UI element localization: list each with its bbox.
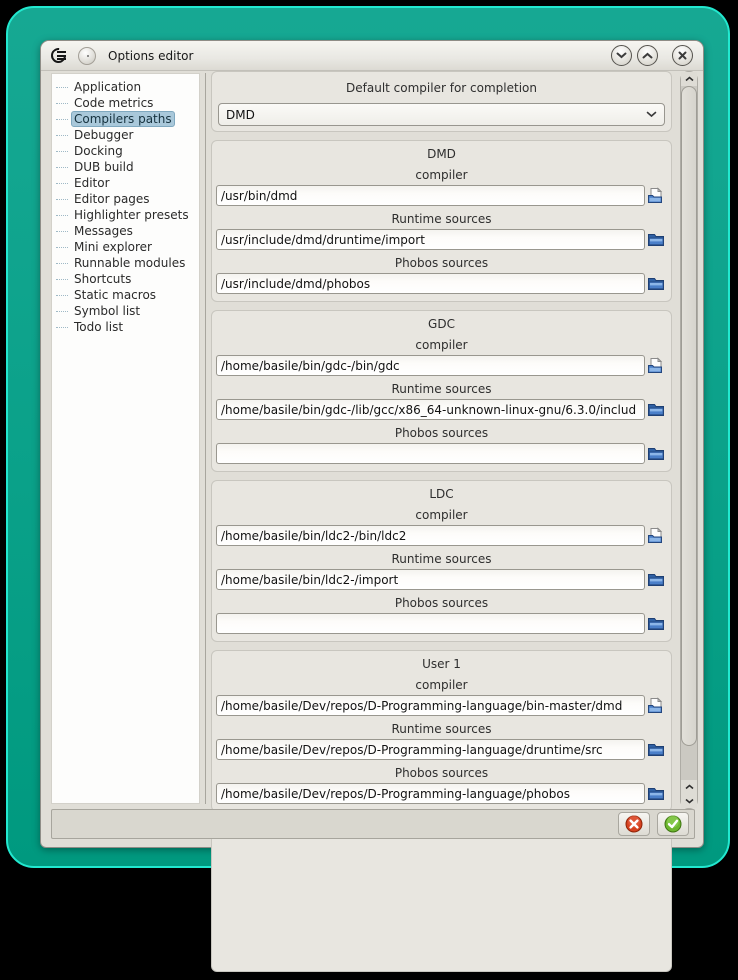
- browse-button[interactable]: [645, 570, 667, 590]
- field-label: Phobos sources: [394, 596, 489, 610]
- tree-twig: [56, 119, 68, 120]
- open-file-icon: [647, 187, 665, 204]
- tree-twig: [56, 231, 68, 232]
- sidebar-item-label: Todo list: [74, 320, 124, 334]
- minimize-button[interactable]: [611, 45, 632, 66]
- sidebar-item-label: Debugger: [74, 128, 134, 142]
- accept-button[interactable]: [657, 812, 689, 836]
- compiler-groups: [210, 140, 672, 972]
- compiler-group-title: User 1: [422, 657, 461, 671]
- category-tree: [52, 74, 199, 335]
- open-folder-icon: [647, 742, 665, 758]
- compiler-group-title: DMD: [427, 147, 456, 161]
- path-input[interactable]: [216, 443, 645, 464]
- field-row: [216, 569, 667, 590]
- field-label: Runtime sources: [391, 722, 492, 736]
- sidebar-category-item[interactable]: [56, 319, 197, 335]
- field-row: [216, 695, 667, 716]
- scroll-down-button[interactable]: [681, 794, 697, 808]
- chevron-down-icon: [685, 798, 694, 804]
- sidebar-category-item[interactable]: [56, 79, 197, 95]
- open-file-icon: [647, 697, 665, 714]
- sidebar-item-label: Editor: [74, 176, 110, 190]
- field-row: [216, 783, 667, 804]
- path-input[interactable]: [216, 739, 645, 760]
- compiler-group: [211, 140, 672, 302]
- sidebar-category-item[interactable]: [56, 207, 197, 223]
- close-button[interactable]: [672, 45, 693, 66]
- path-input[interactable]: [216, 355, 645, 376]
- category-sidebar: [51, 73, 200, 804]
- open-file-icon: [647, 357, 665, 374]
- field-row: [216, 273, 667, 294]
- open-folder-icon: [647, 616, 665, 632]
- open-file-icon: [647, 527, 665, 544]
- sidebar-item-label: Editor pages: [74, 192, 150, 206]
- sidebar-category-item[interactable]: [56, 111, 197, 127]
- window-title: Options editor: [108, 48, 194, 63]
- tree-twig: [56, 167, 68, 168]
- vertical-scrollbar[interactable]: [680, 71, 698, 809]
- chevron-down-icon: [646, 111, 657, 118]
- chevron-up-icon: [642, 52, 653, 59]
- sidebar-category-item[interactable]: [56, 303, 197, 319]
- sidebar-category-item[interactable]: [56, 287, 197, 303]
- field-label: Runtime sources: [391, 552, 492, 566]
- titlebar[interactable]: [41, 41, 703, 71]
- sidebar-item-label: Compilers paths: [71, 111, 175, 127]
- field-label: compiler: [415, 678, 468, 692]
- sidebar-item-label: Code metrics: [74, 96, 154, 110]
- chevron-up-icon: [685, 784, 694, 790]
- path-input[interactable]: [216, 399, 645, 420]
- open-folder-icon: [647, 786, 665, 802]
- compiler-group: [211, 480, 672, 642]
- open-folder-icon: [647, 402, 665, 418]
- sidebar-category-item[interactable]: [56, 95, 197, 111]
- field-row: [216, 355, 667, 376]
- browse-button[interactable]: [645, 186, 667, 206]
- field-row: [216, 443, 667, 464]
- sidebar-item-label: Application: [74, 80, 142, 94]
- sidebar-item-label: Static macros: [74, 288, 157, 302]
- compilers-paths-panel: [210, 71, 698, 809]
- dialog-button-bar: [51, 809, 695, 839]
- browse-button[interactable]: [645, 444, 667, 464]
- sidebar-item-label: Docking: [74, 144, 123, 158]
- app-logo-icon: [51, 48, 69, 64]
- sidebar-category-item[interactable]: [56, 271, 197, 287]
- window-controls: [611, 45, 693, 66]
- browse-button[interactable]: [645, 526, 667, 546]
- window-frame-border: [6, 6, 730, 868]
- sidebar-item-label: Messages: [74, 224, 133, 238]
- path-input[interactable]: [216, 783, 645, 804]
- compiler-group-title: GDC: [428, 317, 455, 331]
- browse-button[interactable]: [645, 274, 667, 294]
- browse-button[interactable]: [645, 356, 667, 376]
- sidebar-category-item[interactable]: [56, 255, 197, 271]
- sidebar-item-label: Runnable modules: [74, 256, 186, 270]
- scrollbar-thumb[interactable]: [681, 86, 697, 746]
- browse-button[interactable]: [645, 740, 667, 760]
- tree-twig: [56, 199, 68, 200]
- compiler-group: [211, 650, 672, 812]
- tree-twig: [56, 87, 68, 88]
- sidebar-category-item[interactable]: [56, 127, 197, 143]
- scroll-content: [210, 71, 672, 980]
- scroll-up-button[interactable]: [681, 72, 697, 86]
- sidebar-category-item[interactable]: [56, 143, 197, 159]
- field-label: Runtime sources: [391, 212, 492, 226]
- browse-button[interactable]: [645, 784, 667, 804]
- tree-twig: [56, 295, 68, 296]
- open-folder-icon: [647, 276, 665, 292]
- tree-twig: [56, 263, 68, 264]
- path-input[interactable]: [216, 185, 645, 206]
- selected-compiler-value: DMD: [226, 107, 255, 122]
- sidebar-category-item[interactable]: [56, 191, 197, 207]
- open-folder-icon: [647, 446, 665, 462]
- path-input[interactable]: [216, 525, 645, 546]
- field-label: Phobos sources: [394, 766, 489, 780]
- browse-button[interactable]: [645, 230, 667, 250]
- tree-twig: [56, 135, 68, 136]
- tree-twig: [56, 247, 68, 248]
- sidebar-category-item[interactable]: [56, 239, 197, 255]
- scroll-up-button-bottom[interactable]: [681, 780, 697, 794]
- path-input[interactable]: [216, 273, 645, 294]
- field-label: Phobos sources: [394, 256, 489, 270]
- field-label: compiler: [415, 168, 468, 182]
- sidebar-item-label: DUB build: [74, 160, 134, 174]
- sidebar-category-item[interactable]: [56, 175, 197, 191]
- chevron-down-icon: [616, 52, 627, 59]
- field-row: [216, 525, 667, 546]
- path-input[interactable]: [216, 695, 645, 716]
- sidebar-category-item[interactable]: [56, 159, 197, 175]
- sidebar-item-label: Shortcuts: [74, 272, 132, 286]
- tree-twig: [56, 183, 68, 184]
- field-label: Runtime sources: [391, 382, 492, 396]
- maximize-button[interactable]: [637, 45, 658, 66]
- compiler-group: [211, 820, 672, 972]
- default-compiler-group: [211, 71, 672, 132]
- path-input[interactable]: [216, 613, 645, 634]
- sidebar-item-label: Mini explorer: [74, 240, 152, 254]
- field-row: [216, 613, 667, 634]
- path-input[interactable]: [216, 569, 645, 590]
- field-row: [216, 399, 667, 420]
- open-folder-icon: [647, 232, 665, 248]
- tree-twig: [56, 151, 68, 152]
- browse-button[interactable]: [645, 400, 667, 420]
- compiler-group: [211, 310, 672, 472]
- cancel-cross-icon: [625, 815, 643, 833]
- cancel-button[interactable]: [618, 812, 650, 836]
- compiler-group-title: LDC: [429, 487, 454, 501]
- path-input[interactable]: [216, 229, 645, 250]
- default-compiler-select[interactable]: [218, 103, 665, 126]
- tree-twig: [56, 103, 68, 104]
- group-fields: [216, 168, 667, 294]
- field-row: [216, 739, 667, 760]
- tree-twig: [56, 327, 68, 328]
- sidebar-splitter[interactable]: [205, 73, 206, 804]
- tree-twig: [56, 215, 68, 216]
- field-label: Phobos sources: [394, 426, 489, 440]
- group-fields: [216, 338, 667, 464]
- open-folder-icon: [647, 572, 665, 588]
- chevron-up-icon: [685, 76, 694, 82]
- sidebar-item-label: Symbol list: [74, 304, 141, 318]
- group-title: Default compiler for completion: [346, 81, 537, 95]
- group-fields: [216, 508, 667, 634]
- tree-twig: [56, 311, 68, 312]
- sidebar-item-label: Highlighter presets: [74, 208, 189, 222]
- browse-button[interactable]: [645, 614, 667, 634]
- sidebar-category-item[interactable]: [56, 223, 197, 239]
- close-icon: [678, 51, 687, 60]
- field-row: [216, 185, 667, 206]
- accept-check-icon: [664, 815, 682, 833]
- options-editor-window: [40, 40, 704, 848]
- group-fields: [216, 678, 667, 804]
- window-menu-button[interactable]: [78, 47, 96, 65]
- field-row: [216, 229, 667, 250]
- field-label: compiler: [415, 508, 468, 522]
- field-label: compiler: [415, 338, 468, 352]
- tree-twig: [56, 279, 68, 280]
- browse-button[interactable]: [645, 696, 667, 716]
